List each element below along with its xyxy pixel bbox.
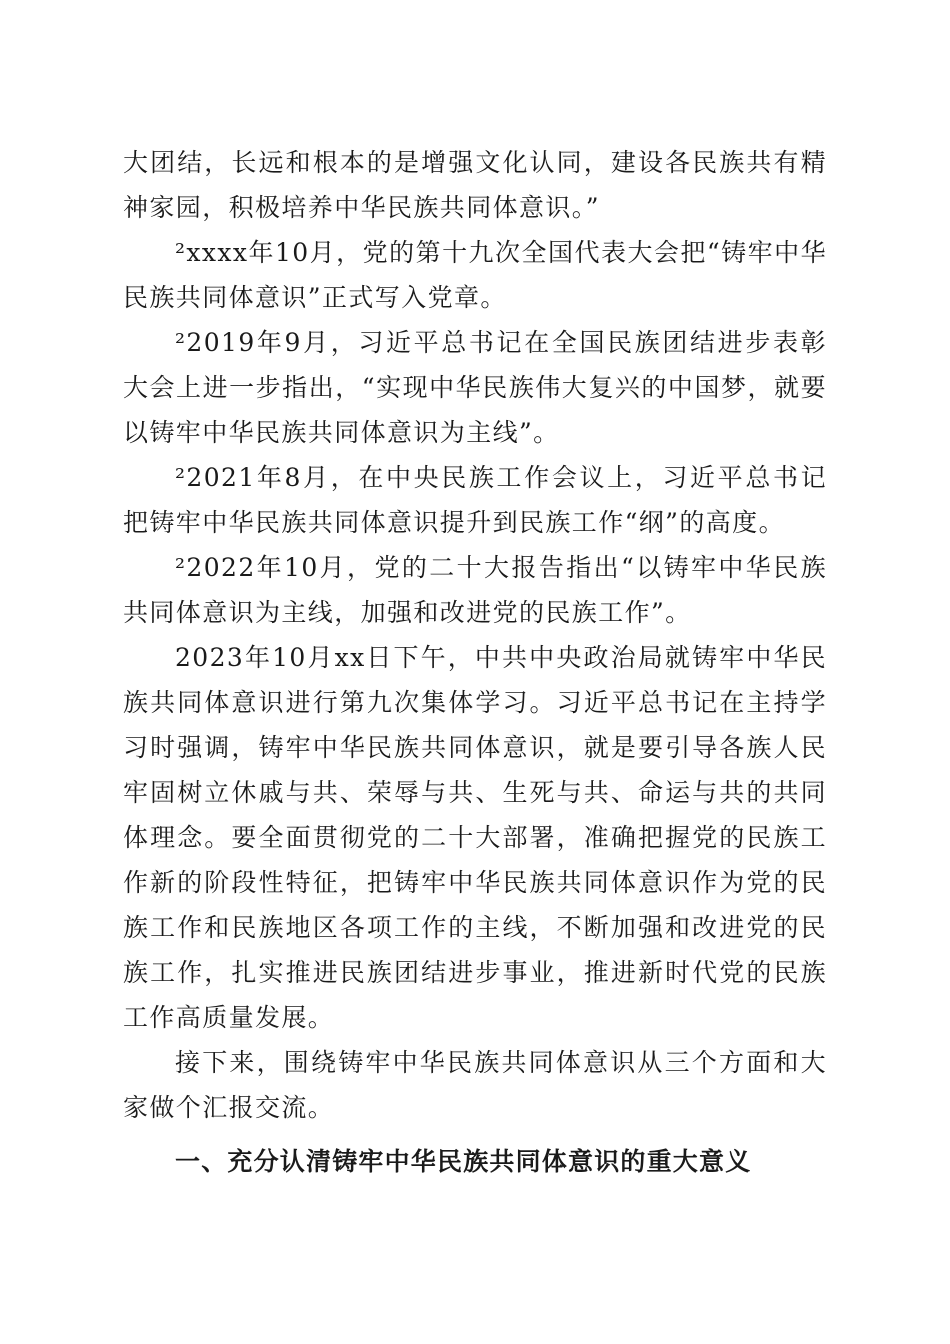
paragraph-transition: 接下来，围绕铸牢中华民族共同体意识从三个方面和大家做个汇报交流。	[123, 1048, 827, 1122]
section-heading: 一、充分认清铸牢中华民族共同体意识的重大意义	[175, 1147, 752, 1176]
document-page	[123, 140, 827, 1184]
paragraph-2022: ²2022年10月，党的二十大报告指出“以铸牢中华民族共同体意识为主线，加强和改进党的民族工作”。	[123, 553, 827, 627]
paragraph-19th-congress: ²xxxx年10月，党的第十九次全国代表大会把“铸牢中华民族共同体意识”正式写入党章。	[123, 238, 827, 312]
paragraph-2023: 2023年10月xx日下午，中共中央政治局就铸牢中华民族共同体意识进行第九次集体学习。习近平总书记在主持学习时强调，铸牢中华民族共同体意识，就是要引导各族人民牢固树立休戚与共、荣辱与共、生死与共、命运与共的共同体理念。要全面贯彻党的二十大部署，准确把握党的民族工作新的阶段性特征，把铸牢中华民族共同体意识作为党的民族工作和民族地区各项工作的主线，不断加强和改进党的民族工作，扎实推进民族团结进步事业，推进新时代党的民族工作高质量发展。	[123, 643, 827, 1032]
paragraph-continuation: 大团结，长远和根本的是增强文化认同，建设各民族共有精神家园，积极培养中华民族共同体意识。”	[123, 148, 827, 222]
paragraph-2021: ²2021年8月，在中央民族工作会议上，习近平总书记把铸牢中华民族共同体意识提升到民族工作“纲”的高度。	[123, 463, 827, 537]
paragraph-2019: ²2019年9月，习近平总书记在全国民族团结进步表彰大会上进一步指出，“实现中华民族伟大复兴的中国梦，就要以铸牢中华民族共同体意识为主线”。	[123, 328, 827, 447]
